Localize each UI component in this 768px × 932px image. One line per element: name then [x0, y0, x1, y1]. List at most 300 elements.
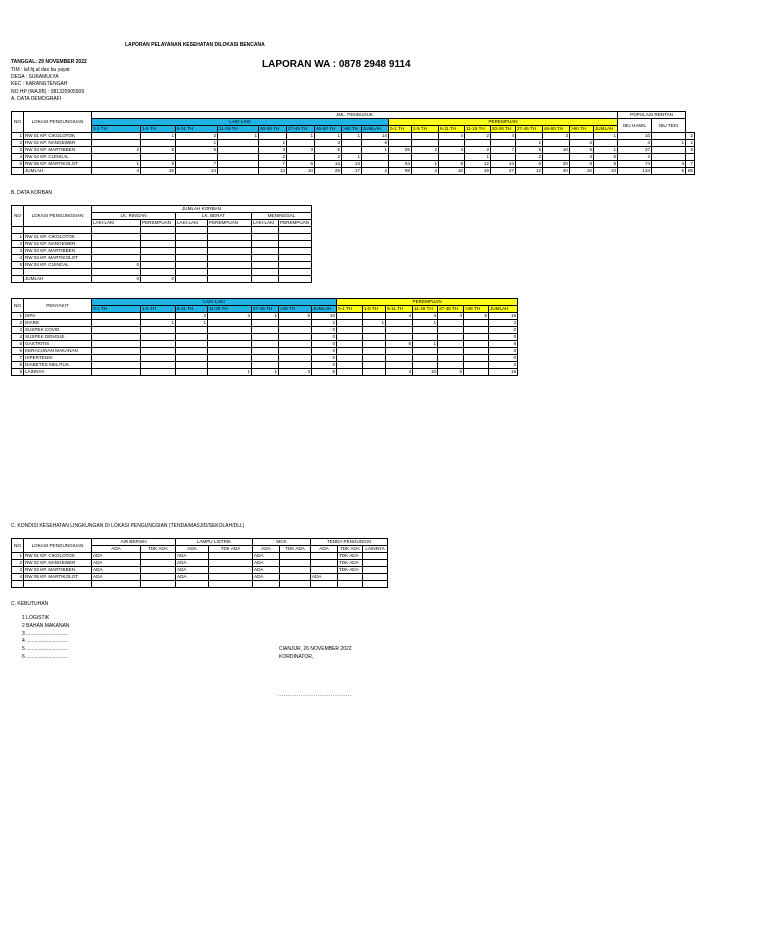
empty-cell — [12, 227, 24, 234]
row-number: 5 — [12, 161, 24, 168]
value-cell: ADA — [253, 567, 280, 574]
table-row — [12, 147, 695, 154]
value-cell — [464, 334, 489, 341]
male-age-header: 0-1 TH — [92, 126, 141, 133]
value-cell: 8 — [570, 161, 594, 168]
value-cell: 3 — [543, 133, 570, 140]
value-cell — [279, 334, 312, 341]
value-cell — [176, 355, 208, 362]
empty-cell — [253, 581, 280, 588]
value-cell: ADA — [176, 567, 209, 574]
value-cell — [252, 320, 279, 327]
row-number: 1 — [12, 234, 24, 241]
row-location: RW 01 KP. CIKOLOTOK — [24, 133, 92, 140]
table-row — [12, 327, 518, 334]
need-item: 4 .............................. — [22, 638, 68, 645]
value-cell — [208, 320, 252, 327]
disease-male-header: LAKI-LAKI — [92, 299, 337, 306]
value-cell: 0 — [489, 348, 518, 355]
value-cell: 99 — [389, 168, 412, 175]
row-number: 1 — [12, 313, 24, 320]
value-cell — [141, 154, 176, 161]
value-cell: 1 — [342, 133, 362, 140]
value-cell — [208, 241, 252, 248]
empty-cell — [209, 581, 253, 588]
value-cell: 7 — [491, 147, 516, 154]
empty-cell — [280, 581, 311, 588]
row-number: 3 — [12, 147, 24, 154]
row-location: RW 04 KP. CIJINCAL — [24, 262, 92, 269]
value-cell: 40 — [543, 168, 570, 175]
table-row — [12, 154, 695, 161]
value-cell — [92, 255, 141, 262]
value-cell — [279, 362, 312, 369]
value-cell — [464, 327, 489, 334]
value-cell — [386, 320, 413, 327]
phone-label: NO HP (WAJIB) : 081320905009 — [11, 89, 85, 95]
value-cell — [413, 327, 438, 334]
value-cell: 0 — [489, 334, 518, 341]
value-cell: 18 — [489, 369, 518, 376]
value-cell — [92, 348, 141, 355]
value-cell — [141, 341, 176, 348]
value-cell: 5 — [570, 147, 594, 154]
value-cell: 4 — [438, 313, 464, 320]
table-row — [12, 581, 388, 588]
value-cell — [438, 327, 464, 334]
col-location-header: LOKASI PENGUNGSIAN — [24, 112, 92, 133]
value-cell — [279, 327, 312, 334]
value-cell — [92, 341, 141, 348]
value-cell: 7 — [686, 161, 695, 168]
empty-cell — [363, 581, 388, 588]
value-cell — [252, 355, 279, 362]
value-cell — [176, 248, 208, 255]
value-cell — [92, 355, 141, 362]
value-cell: 5 — [686, 147, 695, 154]
value-cell — [176, 241, 208, 248]
value-cell: 3 — [570, 154, 594, 161]
value-cell — [252, 362, 279, 369]
value-cell — [439, 140, 465, 147]
section-b-title: B. DATA KORBAN — [11, 190, 52, 196]
female-age-header: 6-11 TH — [386, 306, 413, 313]
value-cell: 3 — [412, 168, 439, 175]
value-cell: 1 — [208, 369, 252, 376]
value-cell — [311, 560, 338, 567]
value-cell — [141, 567, 176, 574]
value-cell: 1 — [252, 369, 279, 376]
value-cell: 2 — [312, 320, 337, 327]
value-cell: 12 — [465, 161, 491, 168]
value-cell: 2 — [92, 147, 141, 154]
value-cell — [337, 369, 363, 376]
male-age-header: 20-26 TH — [259, 126, 287, 133]
value-cell — [141, 334, 176, 341]
value-cell — [279, 255, 312, 262]
value-cell — [208, 348, 252, 355]
value-cell — [208, 327, 252, 334]
value-cell — [363, 355, 386, 362]
value-cell: 10 — [413, 369, 438, 376]
total-cell — [279, 276, 312, 283]
value-cell — [338, 574, 363, 581]
value-cell: 4 — [386, 313, 413, 320]
availability-subheader: TDK ADA — [141, 546, 176, 553]
value-cell — [342, 147, 362, 154]
value-cell: ADA — [311, 574, 338, 581]
value-cell: ADA — [253, 560, 280, 567]
value-cell — [337, 348, 363, 355]
table-row — [12, 234, 312, 241]
value-cell: 0 — [489, 355, 518, 362]
value-cell — [363, 369, 386, 376]
value-cell — [337, 327, 363, 334]
empty-cell — [141, 581, 176, 588]
value-cell — [208, 334, 252, 341]
empty-cell — [12, 269, 24, 276]
value-cell: 2 — [489, 320, 518, 327]
value-cell — [208, 255, 252, 262]
value-cell: 7 — [259, 161, 287, 168]
table-row — [12, 553, 388, 560]
value-cell: 3 — [259, 147, 287, 154]
value-cell — [176, 154, 218, 161]
electric-lamp-header: LAMPU LISTRIK — [176, 539, 253, 546]
value-cell: 20 — [543, 161, 570, 168]
female-age-header: 1-5 TH — [363, 306, 386, 313]
value-cell: 10 — [543, 147, 570, 154]
value-cell — [686, 154, 695, 161]
value-cell: 2 — [570, 140, 594, 147]
table-row — [12, 341, 518, 348]
empty-cell — [24, 269, 92, 276]
value-cell: ADA — [176, 553, 209, 560]
needs-title: C. KEBUTUHAN — [11, 601, 49, 607]
value-cell — [438, 334, 464, 341]
female-age-header: 11-26 TH — [413, 306, 438, 313]
value-cell: 16 — [570, 168, 594, 175]
value-cell: 29 — [315, 168, 342, 175]
value-cell — [311, 567, 338, 574]
gender-subheader: LAKI-LAKI — [176, 220, 208, 227]
value-cell: 13 — [259, 168, 287, 175]
value-cell: 5 — [516, 147, 543, 154]
value-cell: 1 — [362, 147, 389, 154]
disease-name: SUSPEK DENGUE — [24, 334, 92, 341]
value-cell — [389, 154, 412, 161]
empty-cell — [252, 227, 279, 234]
empty-cell — [338, 581, 363, 588]
value-cell — [208, 262, 252, 269]
value-cell: 3 — [315, 140, 342, 147]
value-cell: 5 — [312, 369, 337, 376]
value-cell — [176, 362, 208, 369]
environment-table — [11, 538, 388, 588]
value-cell: 2 — [362, 168, 389, 175]
value-cell — [363, 348, 386, 355]
value-cell: ADA — [253, 553, 280, 560]
value-cell: 16 — [439, 168, 465, 175]
value-cell — [279, 348, 312, 355]
value-cell — [438, 341, 464, 348]
row-location: RW 02 KP. NANGEWER — [24, 140, 92, 147]
value-cell — [141, 362, 176, 369]
value-cell — [92, 133, 141, 140]
value-cell — [464, 348, 489, 355]
female-age-header: 0-1 TH — [389, 126, 412, 133]
sign-place-date: CIANJUR, 26 NOVEMBER 2022 — [279, 646, 352, 652]
value-cell — [363, 553, 388, 560]
mck-header: MCK — [253, 539, 311, 546]
value-cell: 1 — [363, 320, 386, 327]
value-cell — [209, 567, 253, 574]
value-cell — [464, 362, 489, 369]
value-cell: 5 — [464, 313, 489, 320]
table-row — [12, 369, 518, 376]
value-cell: 1 — [652, 140, 686, 147]
value-cell — [92, 362, 141, 369]
value-cell — [413, 348, 438, 355]
value-cell: 0 — [312, 348, 337, 355]
empty-cell — [311, 581, 338, 588]
value-cell: 14 — [176, 168, 218, 175]
row-number: 3 — [12, 567, 24, 574]
value-cell — [141, 262, 176, 269]
signature-line: ....................................... — [278, 692, 352, 698]
row-number: 2 — [12, 560, 24, 567]
value-cell: 2 — [176, 133, 218, 140]
disease-name: ISPA — [24, 313, 92, 320]
value-cell: 2 — [412, 147, 439, 154]
value-cell — [141, 140, 176, 147]
total-cell: 0 — [141, 276, 176, 283]
value-cell: 10 — [594, 168, 618, 175]
value-cell — [141, 313, 176, 320]
value-cell: 1 — [413, 341, 438, 348]
value-cell — [176, 327, 208, 334]
value-cell: 5 — [652, 168, 686, 175]
male-age-header: 1-5 TH — [141, 306, 176, 313]
row-location: RW 03 KP. MARTIBBEN — [24, 248, 92, 255]
row-number: 3 — [12, 248, 24, 255]
value-cell: ADA — [92, 567, 141, 574]
value-cell: 18 — [489, 313, 518, 320]
value-cell — [279, 355, 312, 362]
value-cell — [279, 248, 312, 255]
value-cell — [218, 140, 259, 147]
victims-table — [11, 205, 312, 283]
value-cell — [464, 320, 489, 327]
female-age-header: 6-11 TH — [439, 126, 465, 133]
value-cell — [92, 327, 141, 334]
village-label: DESA : SUKAMULYA — [11, 74, 59, 80]
value-cell: 3 — [208, 313, 252, 320]
value-cell — [438, 320, 464, 327]
sign-role: KORDINATOR, — [279, 654, 314, 660]
row-number: 3 — [12, 327, 24, 334]
value-cell — [252, 241, 279, 248]
report-title: LAPORAN PELAYANAN KESEHATAN DILOKASI BENCANA — [125, 42, 265, 48]
male-age-header: >60 TH — [342, 126, 362, 133]
value-cell: 4 — [439, 147, 465, 154]
gender-subheader: PEREMPUAN — [141, 220, 176, 227]
value-cell — [141, 355, 176, 362]
value-cell — [218, 147, 259, 154]
value-cell: 1 — [594, 147, 618, 154]
value-cell — [386, 327, 413, 334]
value-cell — [413, 355, 438, 362]
value-cell: 17 — [342, 168, 362, 175]
value-cell: 5 — [594, 161, 618, 168]
female-age-header: 20-26 TH — [491, 126, 516, 133]
value-cell: 1 — [412, 161, 439, 168]
value-cell — [363, 334, 386, 341]
value-cell — [252, 334, 279, 341]
value-cell — [464, 369, 489, 376]
row-location: RW 04 KP. MARTIKOLOT — [24, 255, 92, 262]
disease-female-header: PEREMPUAN — [337, 299, 518, 306]
value-cell — [438, 362, 464, 369]
value-cell — [363, 313, 386, 320]
value-cell — [413, 362, 438, 369]
value-cell: 1 — [218, 133, 259, 140]
value-cell: 74 — [618, 161, 652, 168]
value-cell: 5 — [279, 313, 312, 320]
value-cell: 25 — [389, 147, 412, 154]
disease-name-header: PENYAKIT — [24, 299, 92, 313]
value-cell: 15 — [141, 168, 176, 175]
disease-name: DIABETES MELITUS — [24, 362, 92, 369]
value-cell: 6 — [516, 161, 543, 168]
need-item: 3 .............................. — [22, 630, 68, 637]
table-row — [12, 574, 388, 581]
value-cell: 6 — [287, 161, 315, 168]
value-cell — [516, 133, 543, 140]
value-cell — [141, 327, 176, 334]
value-cell: 0 — [312, 334, 337, 341]
value-cell: 4 — [92, 168, 141, 175]
value-cell — [280, 553, 311, 560]
empty-cell — [24, 581, 92, 588]
value-cell — [464, 355, 489, 362]
report-date: TANGGAL: 29 NOVEMBER 2022 — [11, 59, 87, 65]
value-cell — [386, 362, 413, 369]
value-cell — [363, 567, 388, 574]
value-cell — [259, 133, 287, 140]
value-cell — [342, 140, 362, 147]
row-number: 9 — [12, 369, 24, 376]
row-number: 6 — [12, 348, 24, 355]
availability-subheader: ADA — [176, 546, 209, 553]
team-label: TIM : laf.hj.al dan bu yayat — [11, 67, 70, 73]
value-cell: 4 — [413, 313, 438, 320]
row-number: 4 — [12, 574, 24, 581]
value-cell — [92, 334, 141, 341]
value-cell — [279, 241, 312, 248]
empty-cell — [279, 227, 312, 234]
value-cell — [141, 234, 176, 241]
value-cell — [412, 140, 439, 147]
value-cell — [141, 241, 176, 248]
disease-name: GASTRITIS — [24, 341, 92, 348]
value-cell — [337, 341, 363, 348]
value-cell — [176, 262, 208, 269]
value-cell: ADA — [92, 553, 141, 560]
value-cell: 0 — [312, 362, 337, 369]
value-cell — [92, 248, 141, 255]
value-cell: 5 — [176, 147, 218, 154]
value-cell — [280, 574, 311, 581]
section-a-title: A. DATA DEMOGRAFI — [11, 96, 62, 102]
row-number: 5 — [12, 341, 24, 348]
demography-table — [11, 111, 695, 175]
value-cell — [363, 560, 388, 567]
total-cell — [252, 276, 279, 283]
value-cell: 13 — [342, 161, 362, 168]
value-cell — [491, 140, 516, 147]
value-cell — [92, 234, 141, 241]
value-cell: 10 — [312, 313, 337, 320]
value-cell: 1 — [342, 154, 362, 161]
male-age-header: >45 TH — [279, 306, 312, 313]
empty-cell — [92, 581, 141, 588]
value-cell: 0 — [92, 262, 141, 269]
value-cell — [279, 341, 312, 348]
value-cell — [92, 140, 141, 147]
table-row — [12, 255, 312, 262]
value-cell — [386, 334, 413, 341]
availability-subheader: ADA — [92, 546, 141, 553]
value-cell — [287, 140, 315, 147]
value-cell — [337, 313, 363, 320]
value-cell — [439, 154, 465, 161]
value-cell — [311, 553, 338, 560]
value-cell — [218, 161, 259, 168]
value-cell — [363, 327, 386, 334]
male-age-header: 27-45 TH — [252, 306, 279, 313]
value-cell: 1 — [594, 133, 618, 140]
value-cell — [252, 348, 279, 355]
male-age-header: 6-11 TH — [176, 306, 208, 313]
row-location: RW 03 KP. MARTIBBEN — [24, 147, 92, 154]
value-cell: 1 — [141, 133, 176, 140]
value-cell — [543, 140, 570, 147]
value-cell: ADA — [176, 560, 209, 567]
disease-name: LAINNYA — [24, 369, 92, 376]
value-cell: 14 — [491, 161, 516, 168]
table-row — [12, 348, 518, 355]
male-age-header: 1-5 TH — [141, 126, 176, 133]
female-age-header: 46-60 TH — [543, 126, 570, 133]
value-cell — [412, 154, 439, 161]
table-row — [12, 355, 518, 362]
value-cell — [337, 362, 363, 369]
env-no-header: NO — [12, 539, 24, 553]
victims-total-header: JUMLAH KORBAN — [92, 206, 312, 213]
value-cell: 7 — [176, 161, 218, 168]
value-cell: 54 — [389, 161, 412, 168]
value-cell — [464, 341, 489, 348]
female-age-header: JUMLAH — [594, 126, 618, 133]
value-cell — [363, 574, 388, 581]
value-cell: 0 — [312, 327, 337, 334]
value-cell: 0 — [312, 355, 337, 362]
male-age-header: 11-26 TH — [208, 306, 252, 313]
value-cell: 0 — [489, 327, 518, 334]
value-cell: 5 — [594, 154, 618, 161]
value-cell: 0 — [489, 362, 518, 369]
